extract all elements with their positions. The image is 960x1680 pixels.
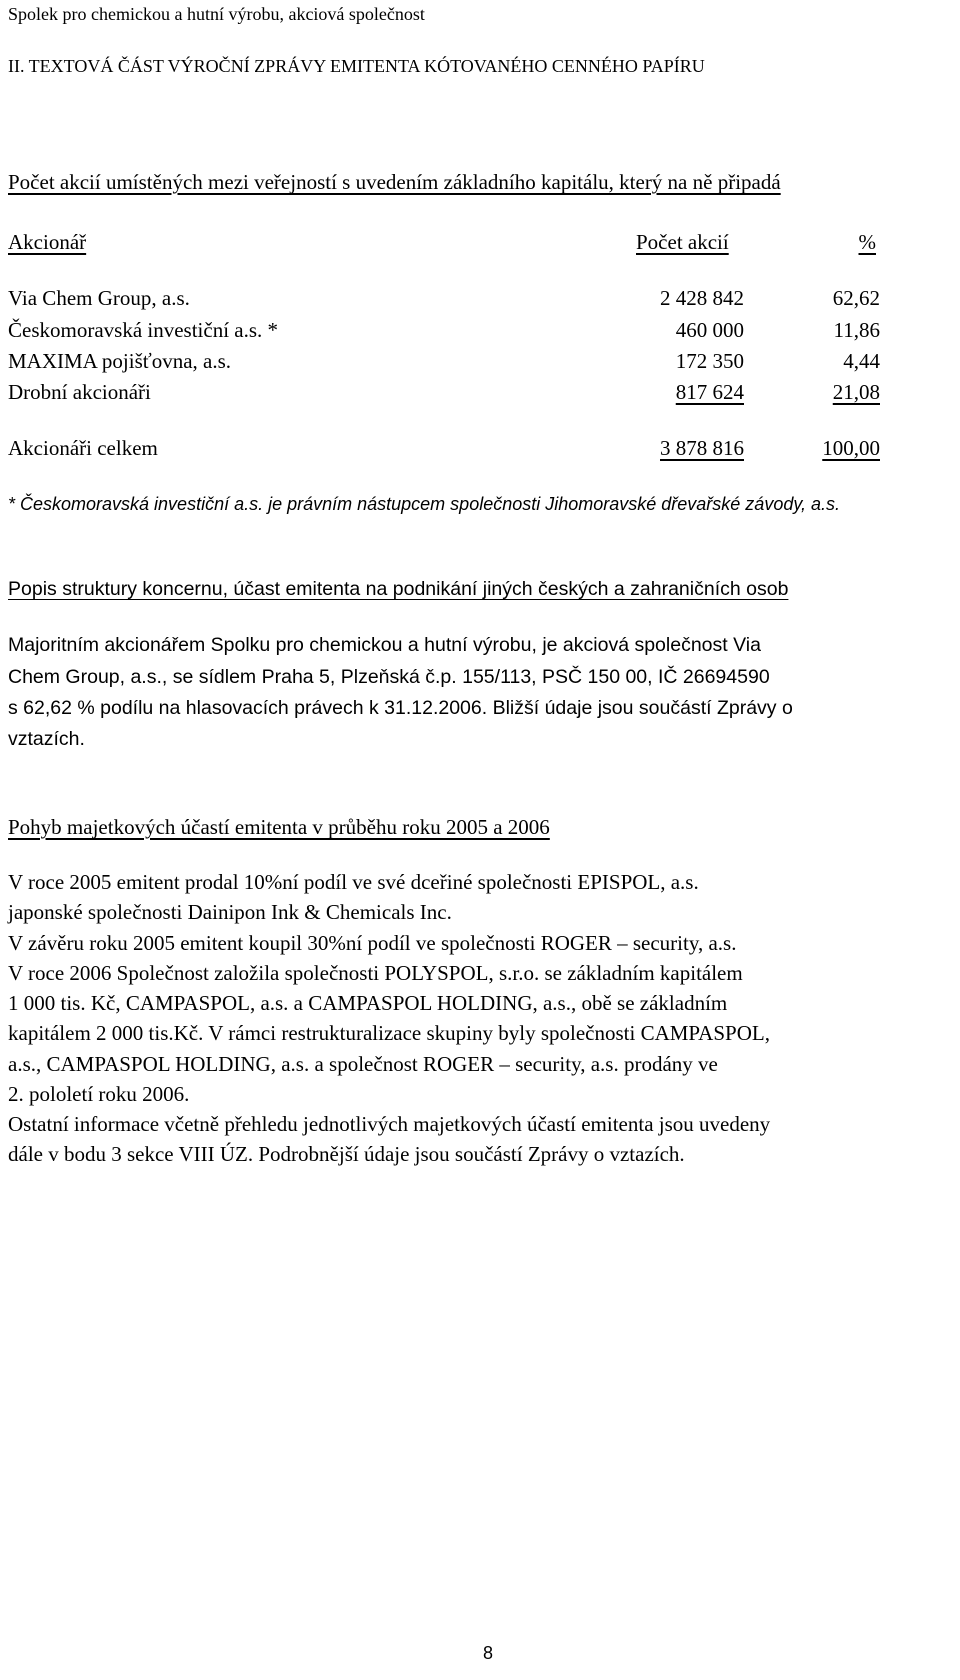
shares-footnote: * Českomoravská investiční a.s. je právním nástupcem společnosti Jihomoravské dřevařské závody, a.s.: [8, 494, 841, 514]
paragraph-line: Ostatní informace včetně přehledu jednotlivých majetkových účastí emitenta jsou uvedeny: [8, 1112, 771, 1136]
col-holder-header: Akcionář: [8, 230, 87, 254]
paragraph-line: V závěru roku 2005 emitent koupil 30%ní podíl ve společnosti ROGER – security, a.s.: [8, 931, 737, 955]
paragraph-line: japonské společnosti Dainipon Ink & Chemicals Inc.: [8, 900, 452, 924]
section-title: II. TEXTOVÁ ČÁST VÝROČNÍ ZPRÁVY EMITENTA KÓTOVANÉHO CENNÉHO PAPÍRU: [8, 56, 705, 76]
total-row-count: 3 878 816: [660, 436, 744, 460]
paragraph-line: 1 000 tis. Kč, CAMPASPOL, a.s. a CAMPASPOL HOLDING, a.s., obě se základním: [8, 991, 728, 1015]
table-row-name: Českomoravská investiční a.s. *: [8, 318, 279, 342]
table-row-name: Via Chem Group, a.s.: [8, 286, 190, 310]
paragraph-line: Chem Group, a.s., se sídlem Praha 5, Plzeňská č.p. 155/113, PSČ 150 00, IČ 26694590: [8, 666, 770, 688]
table-row-percent: 4,44: [843, 349, 880, 373]
table-row-count: 2 428 842: [660, 286, 744, 310]
total-row-percent: 100,00: [822, 436, 880, 460]
paragraph-line: V roce 2005 emitent prodal 10%ní podíl ve své dceřiné společnosti EPISPOL, a.s.: [8, 870, 699, 894]
shares-heading: Počet akcií umístěných mezi veřejností s uvedením základního kapitálu, který na ně připadá: [8, 170, 781, 194]
paragraph-line: s 62,62 % podílu na hlasovacích právech k 31.12.2006. Bližší údaje jsou součástí Zprávy o: [8, 697, 793, 719]
table-row-count: 172 350: [675, 349, 744, 373]
paragraph-line: a.s., CAMPASPOL HOLDING, a.s. a společnost ROGER – security, a.s. prodány ve: [8, 1052, 718, 1076]
table-row-percent: 11,86: [833, 318, 880, 342]
table-row-name: MAXIMA pojišťovna, a.s.: [8, 349, 232, 373]
page-number: 8: [482, 1643, 493, 1663]
table-row-count: 460 000: [675, 318, 744, 342]
paragraph-line: 2. pololetí roku 2006.: [8, 1082, 190, 1106]
paragraph-line: Majoritním akcionářem Spolku pro chemickou a hutní výrobu, je akciová společnost Via: [8, 634, 761, 656]
table-row-percent: 21,08: [832, 380, 880, 404]
paragraph-line: V roce 2006 Společnost založila společnosti POLYSPOL, s.r.o. se základním kapitálem: [8, 961, 743, 985]
table-row-name: Drobní akcionáři: [8, 380, 151, 404]
paragraph-line: vztazích.: [8, 728, 85, 750]
company-header: Spolek pro chemickou a hutní výrobu, akciová společnost: [8, 4, 425, 24]
table-row-count: 817 624: [675, 380, 744, 404]
paragraph-line: dále v bodu 3 sekce VIII ÚZ. Podrobnější údaje jsou součástí Zprávy o vztazích.: [8, 1142, 685, 1166]
table-row-percent: 62,62: [832, 286, 880, 310]
col-percent-header: %: [858, 230, 876, 254]
total-row-name: Akcionáři celkem: [8, 436, 158, 460]
col-count-header: Počet akcií: [636, 230, 729, 254]
structure-heading: Popis struktury koncernu, účast emitenta na podnikání jiných českých a zahraničních osob: [8, 578, 789, 600]
paragraph-line: kapitálem 2 000 tis.Kč. V rámci restrukturalizace skupiny byly společnosti CAMPASPOL,: [8, 1021, 770, 1045]
holdings-heading: Pohyb majetkových účastí emitenta v průběhu roku 2005 a 2006: [8, 815, 550, 839]
